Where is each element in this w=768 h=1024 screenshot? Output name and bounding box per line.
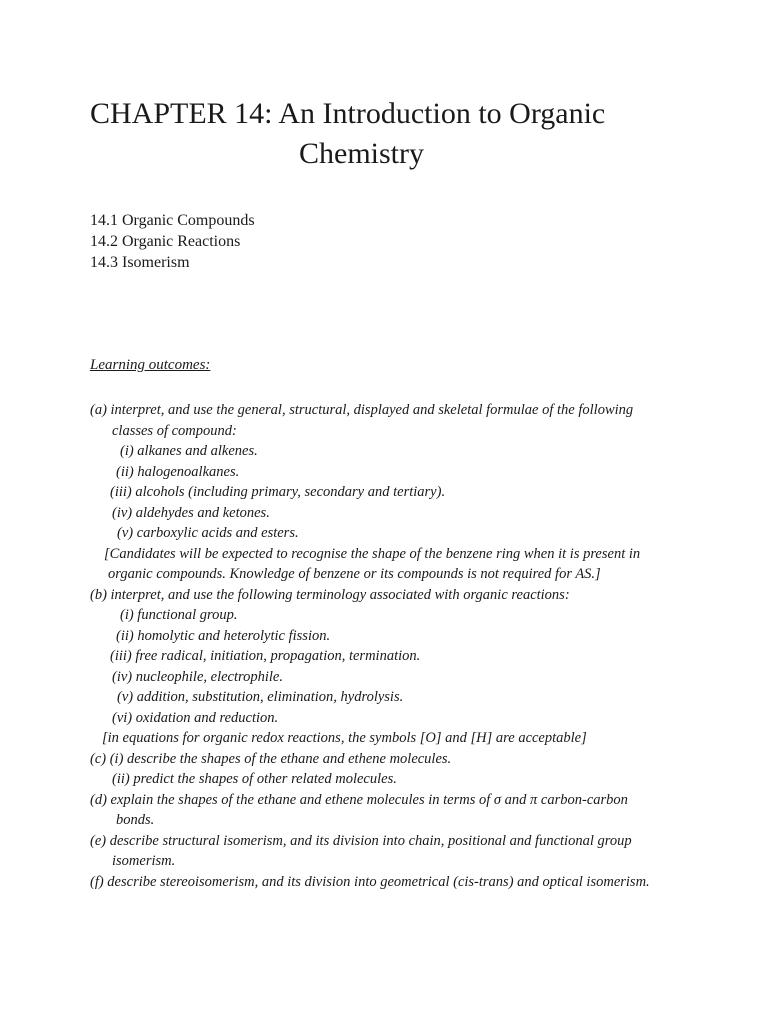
- table-of-contents: [90, 210, 255, 273]
- outcome-line: isomerism.: [112, 853, 176, 869]
- outcome-line: [in equations for organic redox reactions, the symbols [O] and [H] are acceptable]: [102, 730, 587, 746]
- outcome-line: organic compounds. Knowledge of benzene or its compounds is not required for AS.]: [108, 566, 601, 582]
- outcome-line: (e) describe structural isomerism, and its division into chain, positional and functional group: [90, 832, 632, 849]
- page-title: [90, 94, 690, 174]
- outcome-line: (i) alkanes and alkenes.: [120, 443, 258, 459]
- outcome-line: (iii) free radical, initiation, propagation, termination.: [110, 648, 421, 664]
- outcome-line: (a) interpret, and use the general, structural, displayed and skeletal formulae of the following: [90, 402, 634, 418]
- outcome-line: (v) carboxylic acids and esters.: [117, 525, 299, 541]
- learning-outcomes-heading: Learning outcomes:: [90, 357, 211, 373]
- outcome-line: (f) describe stereoisomerism, and its division into geometrical (cis-trans) and optical isomerism.: [90, 873, 650, 890]
- learning-outcomes-list: [90, 400, 720, 892]
- title-line-1: CHAPTER 14: An Introduction to Organic: [90, 97, 606, 130]
- outcome-line: classes of compound:: [112, 422, 237, 439]
- outcome-line: [Candidates will be expected to recognise the shape of the benzene ring when it is present in: [104, 545, 641, 562]
- outcome-line: (ii) predict the shapes of other related molecules.: [112, 771, 397, 787]
- outcome-line: bonds.: [116, 812, 155, 828]
- outcome-line: (v) addition, substitution, elimination, hydrolysis.: [117, 689, 404, 705]
- title-line-2: Chemistry: [299, 137, 424, 170]
- outcome-line: (d) explain the shapes of the ethane and ethene molecules in terms of σ and π carbon-carbon: [90, 791, 628, 808]
- outcome-line: (i) functional group.: [120, 607, 238, 623]
- outcome-line: (ii) halogenoalkanes.: [116, 463, 240, 480]
- outcome-line: (iii) alcohols (including primary, secondary and tertiary).: [110, 484, 446, 500]
- outcome-line: (vi) oxidation and reduction.: [112, 709, 279, 726]
- outcome-line: (c) (i) describe the shapes of the ethane and ethene molecules.: [90, 750, 452, 767]
- outcome-line: (b) interpret, and use the following terminology associated with organic reactions:: [90, 586, 570, 603]
- toc-item: 14.3 Isomerism: [90, 254, 190, 271]
- toc-item: 14.1 Organic Compounds: [90, 212, 255, 229]
- outcome-line: (ii) homolytic and heterolytic fission.: [116, 627, 331, 644]
- toc-item: 14.2 Organic Reactions: [90, 233, 241, 250]
- outcome-line: (iv) nucleophile, electrophile.: [112, 668, 283, 685]
- outcome-line: (iv) aldehydes and ketones.: [112, 504, 270, 521]
